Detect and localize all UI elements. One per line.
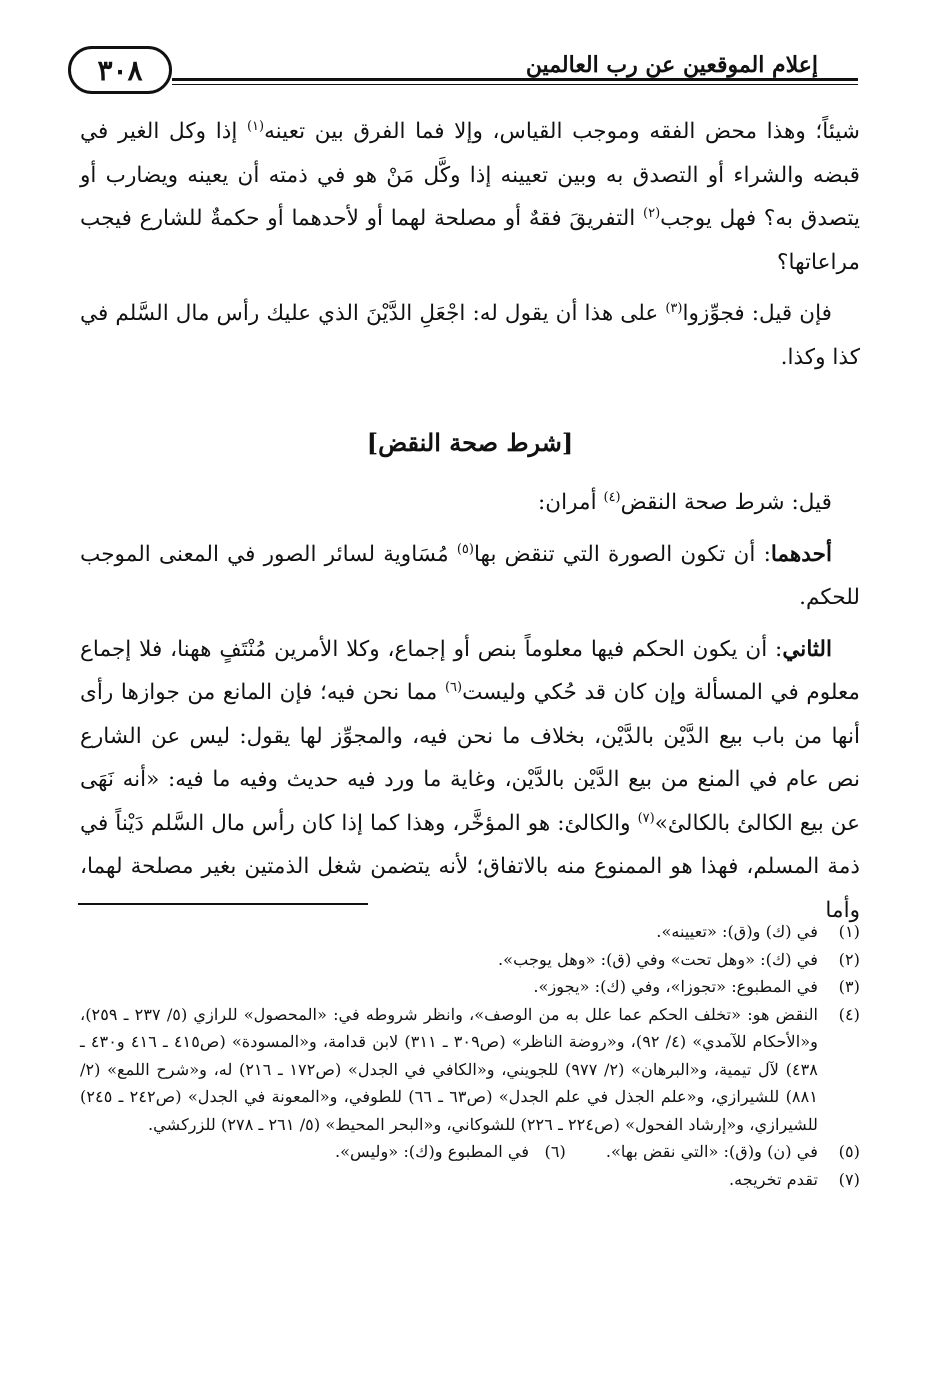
footnote xyxy=(80,946,860,974)
section-heading: [شرط صحة النقض] xyxy=(366,428,574,457)
paragraph-text: : أن يكون الحكم فيها معلوماً بنص أو إجماع، وكلا الأمرين مُنْتَفٍ ههنا، فلا إجماع معلوم في المسألة وإن كان قد حُكي وليست xyxy=(80,636,860,705)
footnote-number: (٢) xyxy=(838,949,860,969)
paragraph-text: التفريقَ فقهٌ أو مصلحة لهما أو لأحدهما أو حكمةٌ للشارع فيجب مراعاتها؟ xyxy=(80,206,860,275)
bold-term: أحدهما xyxy=(770,541,832,567)
footnote xyxy=(80,918,860,946)
footnote-number: (٣) xyxy=(838,977,860,996)
footnote-number: (٤) xyxy=(838,1004,860,1024)
footnote-text: في (ك) و(ق): «تعيينه». xyxy=(656,922,818,941)
paragraph-text: على هذا أن يقول له: اجْعَلِ الدَّيْنَ الذي عليك رأس مال السَّلم في كذا وكذا. xyxy=(80,301,860,370)
footnotes xyxy=(80,918,860,1193)
paragraph xyxy=(80,533,860,620)
footnote-ref[interactable]: (٢) xyxy=(643,205,661,221)
footnote-separator xyxy=(78,903,368,905)
main-text xyxy=(80,110,860,932)
footnote-number: (٥) xyxy=(838,1142,860,1161)
paragraph xyxy=(80,481,860,525)
bold-term: الثاني xyxy=(782,636,832,662)
paragraph-text: مما نحن فيه؛ فإن المانع من جوازها رأى أنها من باب بيع الدَّيْن بالدَّيْن، بخلاف ما نحن فيه، والمجوِّز لها يقول: ليس عن الشارع نص عام في المنع من بيع الدَّيْن بالدَّيْن، وغاية ما ورد فيه حديث وفيه ما فيه: «أنه نَهَى عن بيع الكالئ بالكالئ» xyxy=(80,680,861,836)
footnote xyxy=(80,1001,860,1139)
header-rule-thin xyxy=(172,84,858,85)
footnote-text: تقدم تخريجه. xyxy=(728,1169,818,1189)
footnote-ref[interactable]: (٤) xyxy=(603,489,621,505)
footnote-text: في المطبوع: «تجوزا»، وفي (ك): «يجوز». xyxy=(533,977,818,996)
page-number: ٣٠٨ xyxy=(68,46,172,94)
footnote-ref[interactable]: (٣) xyxy=(665,300,683,316)
paragraph-text: : أن تكون الصورة التي تنقض بها xyxy=(473,541,771,567)
footnote-ref[interactable]: (١) xyxy=(246,118,265,134)
footnote-text: في (ن) و(ق): «التي نقض بها». xyxy=(605,1142,818,1161)
paragraph-text: شيئاً؛ وهذا محض الفقه وموجب القياس، وإلا فما الفرق بين تعينه xyxy=(264,119,860,144)
footnote-text: في (ك): «وهل تحت» وفي (ق): «وهل يوجب». xyxy=(498,949,818,969)
footnote-number: (٧) xyxy=(838,1169,860,1189)
paragraph-text: مُسَاوية لسائر الصور في المعنى الموجب للحكم. xyxy=(80,541,860,610)
footnote-text: النقض هو: «تخلف الحكم عما علل به من الوصف»، وانظر شروطه في: «المحصول» للرازي (٥/ ٢٣٧ ـ ٢٥٩)، و«الأحكام للآمدي» (٤/ ٩٢)، و«روضة الناظر» (ص٣٠٩ ـ ٣١١) لابن قدامة، و«المسودة» (ص٤١٥ ـ ٤١٦ و٤٣٠ ـ ٤٣٨) لآل تيمية، و«البرهان» (٢/ ٩٧٧) للجويني، و«الكافي في الجدل» (ص١٧٢ ـ ٢١٦) له، و«شرح اللمع» (٢/ ٨٨١) للشيرازي، و«علم الجذل في علم الجدل» (ص٦٣ ـ ٦٦) للطوفي، و«المعونة في الجدل» (ص٢٤٢ ـ ٢٤٥) للشيرازي، و«إرشاد الفحول» (ص٢٢٤ ـ ٢٢٦) للشوكاني، و«البحر المحيط» (٥/ ٢٦١ ـ ٢٧٨) للزركشي. xyxy=(80,1004,819,1134)
running-title: إعلام الموقعين عن رب العالمين xyxy=(525,52,818,78)
footnote-ref[interactable]: (٦) xyxy=(444,679,463,695)
paragraph-text: أمران: xyxy=(538,490,604,515)
footnote-number: (١) xyxy=(838,922,860,941)
footnote-ref[interactable]: (٧) xyxy=(637,810,655,826)
paragraph-text: والكالئ: هو المؤخَّر، وهذا كما إذا كان رأس مال السَّلم دَيْناً في ذمة المسلم، فهذا هو الممنوع منه بالاتفاق؛ لأنه يتضمن شغل الذمتين بغير مصلحة لهما، وأما xyxy=(80,810,860,923)
header-rule xyxy=(172,78,858,81)
footnote xyxy=(80,1138,860,1166)
paragraph xyxy=(80,110,860,284)
paragraph xyxy=(80,628,860,933)
footnote-text xyxy=(80,1138,818,1166)
footnote xyxy=(80,1166,860,1194)
footnote-number: (٦) xyxy=(544,1142,566,1161)
paragraph-text: إذا وكل الغير في قبضه والشراء أو التصدق به وبين تعيينه إذا وكَّل مَنْ هو في ذمته أن يعينه ويضارب أو يتصدق به؟ فهل يوجب xyxy=(80,119,861,231)
paragraph-text: فإن قيل: فجوِّزوا xyxy=(682,301,832,326)
page-header xyxy=(78,40,858,100)
footnote-ref[interactable]: (٥) xyxy=(456,541,474,557)
paragraph xyxy=(80,292,860,379)
paragraph-text: قيل: شرط صحة النقض xyxy=(620,490,832,515)
footnote xyxy=(80,973,860,1001)
footnote-text: في المطبوع و(ك): «وليس». xyxy=(334,1142,530,1161)
